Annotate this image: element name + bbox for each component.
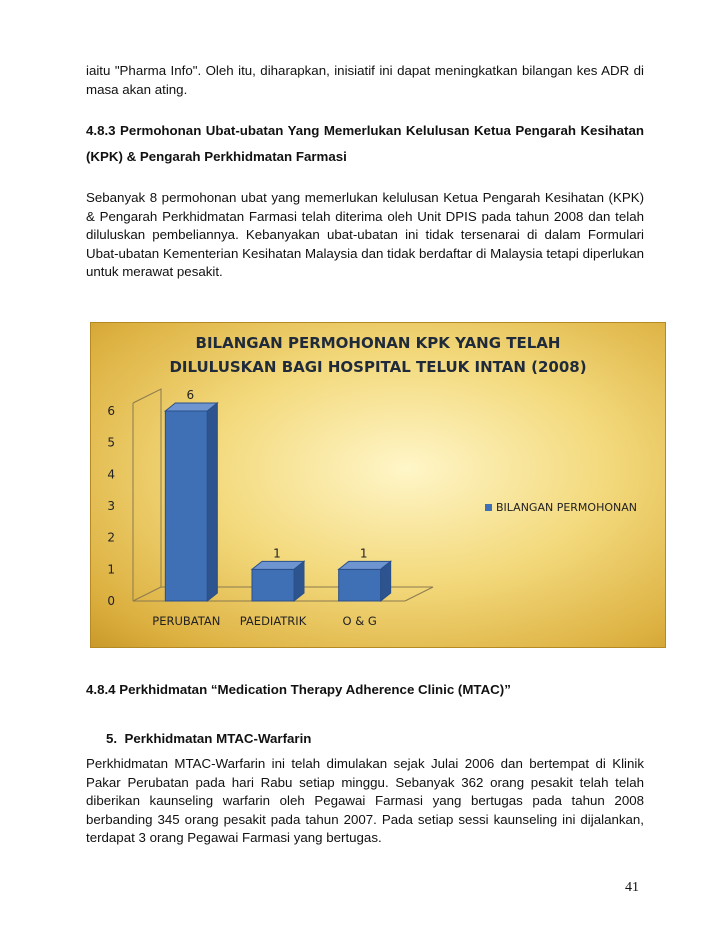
item-5-title: Perkhidmatan MTAC-Warfarin xyxy=(124,731,312,746)
chart-y-tick-label: 4 xyxy=(107,467,115,482)
chart-bar xyxy=(165,411,207,601)
item-5-heading xyxy=(106,731,311,746)
chart-title-line2: DILULUSKAN BAGI HOSPITAL TELUK INTAN (2008) xyxy=(169,358,587,376)
chart-floor-right xyxy=(405,587,433,601)
chart-y-tick-label: 1 xyxy=(107,562,115,577)
chart-x-tick-label: O & G xyxy=(342,614,377,628)
chart-title-line1: BILANGAN PERMOHONAN KPK YANG TELAH xyxy=(195,334,561,352)
chart-legend-swatch xyxy=(485,504,492,511)
section-4-8-3-body: Sebanyak 8 permohonan ubat yang memerlukan kelulusan Ketua Pengarah Kesihatan (KPK) & Pengarah Perkhidmatan Farmasi telah diterima oleh Unit DPIS pada tahun 2008 dan telah diluluskan pembeliannya. Kebanyakan ubat-ubatan ini tidak tersenarai di dalam Formulari Ubat-ubatan Kementerian Kesihatan Malaysia dan tidak berdaftar di Malaysia tetapi diperlukan untuk merawat pesakit. xyxy=(86,190,644,280)
chart-y-tick-label: 3 xyxy=(107,499,115,513)
chart-y-tick-label: 2 xyxy=(107,530,115,545)
chart-bar-side xyxy=(207,403,217,601)
chart-plot xyxy=(91,323,666,648)
chart-x-tick-label: PAEDIATRIK xyxy=(239,614,307,628)
chart-x-tick-label: PERUBATAN xyxy=(152,614,221,628)
item-5-body: Perkhidmatan MTAC-Warfarin ini telah dimulakan sejak Julai 2006 dan bertempat di Klinik Pakar Perubatan pada hari Rabu setiap minggu. Sebanyak 362 orang pesakit telah telah diberikan kaunseling warfarin oleh Pegawai Farmasi yang bertugas pada tahun 2008 berbanding 345 orang pesakit pada tahun 2007. Pada setiap sessi kaunseling ini dijalankan, terdapat 3 orang Pegawai Farmasi yang bertugas. xyxy=(86,756,644,846)
page-number: 41 xyxy=(625,880,639,895)
chart-legend-label: BILANGAN PERMOHONAN xyxy=(496,501,637,514)
bar-chart xyxy=(90,322,666,648)
intro-paragraph: iaitu "Pharma Info". Oleh itu, diharapkan, inisiatif ini dapat meningkatkan bilangan kes ADR di masa akan ating. xyxy=(86,63,644,97)
chart-y-tick-label: 6 xyxy=(107,404,115,418)
item-5-number: 5. xyxy=(106,731,118,746)
chart-bar xyxy=(252,569,294,601)
chart-back-wall xyxy=(133,389,161,587)
chart-data-label: 6 xyxy=(186,388,195,402)
section-4-8-3-heading: 4.8.3 Permohonan Ubat-ubatan Yang Memerlukan Kelulusan Ketua Pengarah Kesihatan (KPK) & Pengarah Perkhidmatan Farmasi xyxy=(86,123,644,164)
chart-y-tick-label: 5 xyxy=(107,435,115,450)
chart-data-label: 1 xyxy=(273,546,281,561)
section-4-8-4-heading: 4.8.4 Perkhidmatan “Medication Therapy Adherence Clinic (MTAC)” xyxy=(86,682,511,697)
chart-floor-edge xyxy=(133,587,161,601)
chart-data-label: 1 xyxy=(359,546,368,561)
chart-y-tick-label: 0 xyxy=(107,594,115,608)
chart-bar xyxy=(339,569,381,601)
